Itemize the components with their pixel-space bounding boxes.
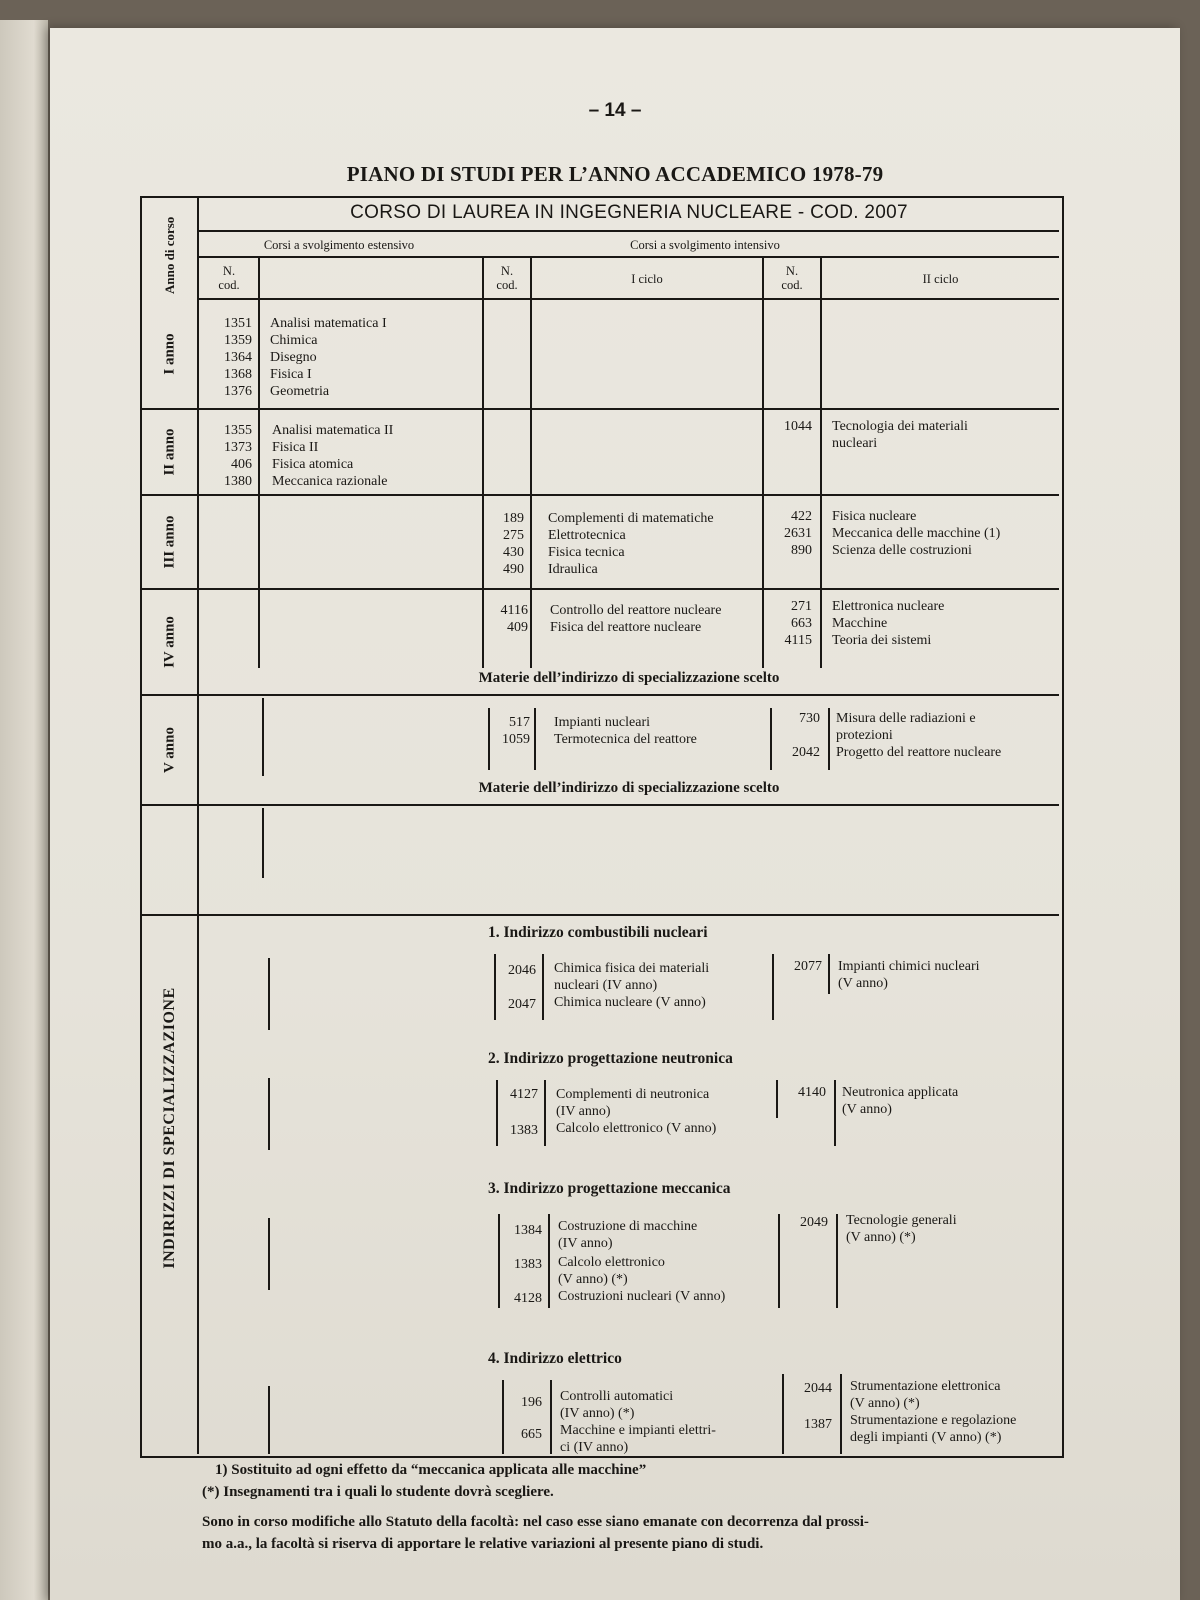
- specialization-title: 3. Indirizzo progettazione meccanica: [488, 1180, 731, 1197]
- year4-divider: [262, 698, 264, 776]
- ncod-header-1: N.: [222, 264, 236, 278]
- course-name: Complementi di neutronica: [556, 1087, 710, 1102]
- course-code: 1355: [224, 423, 252, 438]
- spec-cycle2-code-divider: [834, 1080, 836, 1146]
- row-rule-5: [142, 804, 1059, 806]
- course-name: Elettrotecnica: [548, 528, 626, 543]
- course-name: (V anno) (*): [850, 1396, 920, 1411]
- year5-cycle1-code-divider: [534, 708, 536, 770]
- course-code: 1373: [224, 440, 252, 455]
- course-code: 189: [503, 511, 524, 526]
- course-code: 1376: [224, 384, 252, 399]
- footnote-asterisk: (*) Insegnamenti tra i quali lo studente dovrà scegliere.: [202, 1484, 554, 1500]
- header-rule-1: [197, 230, 1059, 232]
- year-label-5: V anno: [161, 727, 178, 773]
- cycle1-header: I ciclo: [631, 272, 663, 286]
- course-name: Chimica fisica dei materiali: [554, 961, 710, 976]
- course-name: Misura delle radiazioni e: [836, 711, 976, 726]
- ncod-header-2b: cod.: [496, 278, 518, 292]
- course-name: Meccanica delle macchine (1): [832, 526, 1001, 541]
- course-name: Macchine e impianti elettri-: [560, 1423, 716, 1438]
- spec-cycle2-code-divider: [836, 1214, 838, 1308]
- footnote-1: 1) Sostituito ad ogni effetto da “meccanica applicata alle macchine”: [215, 1462, 647, 1478]
- course-code: 1359: [224, 333, 252, 348]
- spec-divider: [268, 958, 270, 1030]
- course-name: Chimica nucleare (V anno): [554, 995, 706, 1010]
- course-name: Controllo del reattore nucleare: [550, 603, 722, 618]
- row-rule-3: [142, 588, 1059, 590]
- year-column-divider: [197, 198, 199, 1454]
- footnote-note-line-2: mo a.a., la facoltà si riserva di apportare le relative variazioni al presente piano di studi.: [202, 1536, 764, 1552]
- course-name: degli impianti (V anno) (*): [850, 1430, 1002, 1445]
- spec-divider: [268, 1386, 270, 1454]
- cycle2-left-divider: [762, 256, 764, 668]
- course-code: 1368: [224, 367, 252, 382]
- course-code: 422: [791, 509, 812, 524]
- row-rule-1: [142, 408, 1059, 410]
- row-rule-6: [142, 914, 1059, 916]
- ncod-header-2: N.: [500, 264, 514, 278]
- extensive-code-divider: [258, 256, 260, 668]
- course-name: (IV anno): [558, 1236, 613, 1251]
- course-name: ci (IV anno): [560, 1440, 629, 1455]
- course-code: 1387: [804, 1417, 832, 1432]
- spec-cycle2-divider: [772, 954, 774, 1020]
- course-name: (V anno): [842, 1102, 892, 1117]
- specialization-note: Materie dell’indirizzo di specializzazione scelto: [478, 670, 780, 686]
- course-code: 4115: [784, 633, 812, 648]
- course-name: (V anno) (*): [846, 1230, 916, 1245]
- course-code: 4128: [514, 1291, 542, 1306]
- course-name: protezioni: [836, 728, 893, 743]
- course-name: Fisica del reattore nucleare: [550, 620, 702, 635]
- course-name: Termotecnica del reattore: [554, 732, 697, 747]
- course-name: nucleari: [832, 436, 878, 451]
- year5-cycle2-code-divider: [828, 708, 830, 770]
- course-name: (IV anno) (*): [560, 1406, 635, 1421]
- course-name: Fisica nucleare: [832, 509, 917, 524]
- specializations-label: INDIRIZZI DI SPECIALIZZAZIONE: [161, 987, 178, 1269]
- course-name: Idraulica: [548, 562, 598, 577]
- course-code: 4140: [798, 1085, 826, 1100]
- year-header: Anno di corso: [162, 216, 177, 294]
- course-name: Impianti chimici nucleari: [838, 959, 980, 974]
- course-name: Fisica atomica: [272, 457, 354, 472]
- page-number: – 14 –: [588, 100, 642, 121]
- course-name: (V anno) (*): [558, 1272, 628, 1287]
- course-name: Controlli automatici: [560, 1389, 674, 1404]
- spec-cycle1-code-divider: [544, 1080, 546, 1146]
- course-name: Costruzione di macchine: [558, 1219, 698, 1234]
- course-code: 517: [509, 715, 530, 730]
- study-plan-table: [140, 196, 1064, 1458]
- year-label-1: I anno: [161, 333, 178, 375]
- cycle2-code-divider: [820, 256, 822, 668]
- course-name: Complementi di matematiche: [548, 511, 714, 526]
- course-title: CORSO DI LAUREA IN INGEGNERIA NUCLEARE - COD. 2007: [350, 202, 908, 223]
- course-name: Elettronica nucleare: [832, 599, 945, 614]
- course-name: Fisica II: [272, 440, 319, 455]
- course-name: Chimica: [270, 333, 318, 348]
- year-label-2: II anno: [161, 428, 178, 476]
- header-rule-2: [197, 256, 1059, 258]
- course-name: Analisi matematica I: [270, 316, 387, 331]
- document-page: [50, 28, 1180, 1600]
- course-code: 1380: [224, 474, 252, 489]
- course-code: 2042: [792, 745, 820, 760]
- course-code: 196: [521, 1395, 542, 1410]
- year5-divider: [262, 808, 264, 878]
- course-code: 4127: [510, 1087, 538, 1102]
- course-name: Tecnologia dei materiali: [832, 419, 968, 434]
- course-name: Strumentazione e regolazione: [850, 1413, 1017, 1428]
- course-name: Progetto del reattore nucleare: [836, 745, 1002, 760]
- ncod-header-3: N.: [785, 264, 799, 278]
- year-label-3: III anno: [161, 515, 178, 569]
- specialization-title: 4. Indirizzo elettrico: [488, 1350, 622, 1367]
- course-name: Teoria dei sistemi: [832, 633, 932, 648]
- course-code: 490: [503, 562, 524, 577]
- footnote-note-line-1: Sono in corso modifiche allo Statuto della facoltà: nel caso esse siano emanate con decorrenza dal prossi-: [202, 1514, 869, 1530]
- course-name: Scienza delle costruzioni: [832, 543, 972, 558]
- course-code: 409: [507, 620, 528, 635]
- ncod-header-1b: cod.: [218, 278, 240, 292]
- specialization-title: 2. Indirizzo progettazione neutronica: [488, 1050, 733, 1067]
- course-code: 2044: [804, 1381, 832, 1396]
- year-label-4: IV anno: [161, 616, 178, 668]
- row-rule-2: [142, 494, 1059, 496]
- spec-cycle2-code-divider: [840, 1374, 842, 1454]
- course-code: 275: [503, 528, 524, 543]
- course-code: 730: [799, 711, 820, 726]
- course-name: (V anno): [838, 976, 888, 991]
- course-code: 1059: [502, 732, 530, 747]
- course-name: (IV anno): [556, 1104, 611, 1119]
- spec-cycle1-code-divider: [542, 954, 544, 1020]
- cycle2-header: II ciclo: [922, 272, 959, 286]
- course-name: Impianti nucleari: [554, 715, 651, 730]
- course-code: 406: [231, 457, 252, 472]
- document-title: PIANO DI STUDI PER L’ANNO ACCADEMICO 1978-79: [346, 162, 884, 186]
- course-code: 4116: [500, 603, 528, 618]
- course-name: Fisica tecnica: [548, 545, 625, 560]
- course-code: 890: [791, 543, 812, 558]
- specialization-note: Materie dell’indirizzo di specializzazione scelto: [478, 780, 780, 796]
- course-code: 2077: [794, 959, 822, 974]
- course-code: 2631: [784, 526, 812, 541]
- course-name: Calcolo elettronico: [558, 1255, 665, 1270]
- course-name: Tecnologie generali: [846, 1213, 957, 1228]
- course-code: 1383: [510, 1123, 538, 1138]
- course-name: Analisi matematica II: [272, 423, 394, 438]
- ncod-header-3b: cod.: [781, 278, 803, 292]
- course-name: Macchine: [832, 616, 888, 631]
- course-name: Costruzioni nucleari (V anno): [558, 1289, 726, 1304]
- course-code: 665: [521, 1427, 542, 1442]
- course-name: Disegno: [270, 350, 317, 365]
- adjacent-page-edge: [0, 20, 48, 1600]
- extensive-header: Corsi a svolgimento estensivo: [263, 238, 415, 252]
- intensive-header: Corsi a svolgimento intensivo: [630, 238, 780, 252]
- course-code: 430: [503, 545, 524, 560]
- course-code: 1383: [514, 1257, 542, 1272]
- course-name: Geometria: [270, 384, 330, 399]
- course-code: 2047: [508, 997, 536, 1012]
- spec-cycle1-code-divider: [550, 1380, 552, 1454]
- spec-cycle2-code-divider: [828, 954, 830, 994]
- header-rule-3: [197, 298, 1059, 300]
- course-name: Strumentazione elettronica: [850, 1379, 1001, 1394]
- spec-divider: [268, 1218, 270, 1290]
- course-code: 1044: [784, 419, 812, 434]
- course-name: Meccanica razionale: [272, 474, 388, 489]
- course-name: Neutronica applicata: [842, 1085, 959, 1100]
- row-rule-4: [142, 694, 1059, 696]
- course-code: 663: [791, 616, 812, 631]
- course-code: 271: [791, 599, 812, 614]
- spec-divider: [268, 1078, 270, 1150]
- course-name: nucleari (IV anno): [554, 978, 658, 993]
- spec-cycle1-code-divider: [548, 1214, 550, 1308]
- specialization-title: 1. Indirizzo combustibili nucleari: [488, 924, 708, 941]
- cycle1-code-divider: [530, 256, 532, 668]
- course-code: 1351: [224, 316, 252, 331]
- course-code: 1384: [514, 1223, 542, 1238]
- course-code: 1364: [224, 350, 252, 365]
- course-name: Calcolo elettronico (V anno): [556, 1121, 717, 1136]
- course-code: 2046: [508, 963, 536, 978]
- course-code: 2049: [800, 1215, 828, 1230]
- course-name: Fisica I: [270, 367, 312, 382]
